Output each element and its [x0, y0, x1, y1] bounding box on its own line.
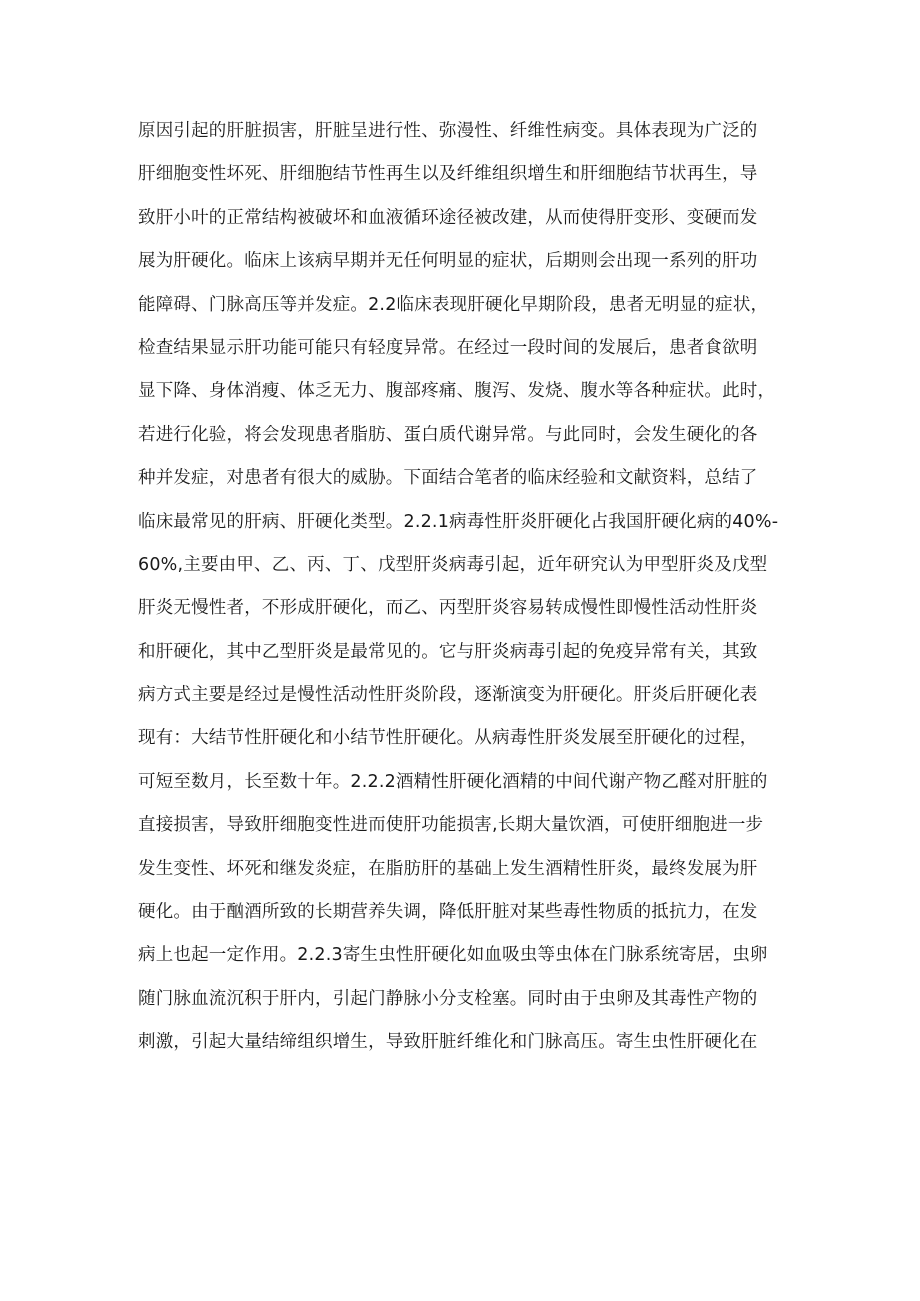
text-line: 硬化。由于酗酒所致的长期营养失调，降低肝脏对某些毒性物质的抵抗力，在发: [138, 902, 758, 923]
text-line: 病方式主要是经过是慢性活动性肝炎阶段，逐渐演变为肝硬化。肝炎后肝硬化表: [138, 685, 758, 706]
text-line: 能障碍、门脉高压等并发症。2.2临床表现肝硬化早期阶段，患者无明显的症状，: [138, 294, 769, 315]
text-line: 可短至数月，长至数十年。2.2.2酒精性肝硬化酒精的中间代谢产物乙醛对肝脏的: [138, 771, 768, 792]
text-line: 刺激，引起大量结缔组织增生，导致肝脏纤维化和门脉高压。寄生虫性肝硬化在: [138, 1032, 758, 1053]
text-line: 显下降、身体消瘦、体乏无力、腹部疼痛、腹泻、发烧、腹水等各种症状。此时，: [138, 381, 776, 402]
text-line: 展为肝硬化。临床上该病早期并无任何明显的症状，后期则会出现一系列的肝功: [138, 251, 758, 272]
text-line: 现有：大结节性肝硬化和小结节性肝硬化。从病毒性肝炎发展至肝硬化的过程，: [138, 728, 758, 749]
text-line: 直接损害，导致肝细胞变性进而使肝功能损害,长期大量饮酒，可使肝细胞进一步: [138, 815, 764, 836]
text-line: 检查结果显示肝功能可能只有轻度异常。在经过一段时间的发展后，患者食欲明: [138, 337, 758, 358]
text-line: 病上也起一定作用。2.2.3寄生虫性肝硬化如血吸虫等虫体在门脉系统寄居，虫卵: [138, 945, 768, 966]
text-line: 和肝硬化，其中乙型肝炎是最常见的。它与肝炎病毒引起的免疫异常有关，其致: [138, 641, 758, 662]
text-line: 肝炎无慢性者，不形成肝硬化，而乙、丙型肝炎容易转成慢性即慢性活动性肝炎: [138, 598, 758, 619]
body-text: [138, 110, 818, 1065]
text-line: 随门脉血流沉积于肝内，引起门静脉小分支栓塞。同时由于虫卵及其毒性产物的: [138, 988, 758, 1009]
text-line: 种并发症，对患者有很大的威胁。下面结合笔者的临床经验和文献资料，总结了: [138, 468, 758, 489]
text-line: 临床最常见的肝病、肝硬化类型。2.2.1病毒性肝炎肝硬化占我国肝硬化病的40%-: [138, 511, 779, 532]
text-line: 60%,主要由甲、乙、丙、丁、戊型肝炎病毒引起，近年研究认为甲型肝炎及戊型: [138, 554, 768, 575]
text-line: 致肝小叶的正常结构被破坏和血液循环途径被改建，从而使得肝变形、变硬而发: [138, 207, 758, 228]
text-line: 若进行化验，将会发现患者脂肪、蛋白质代谢异常。与此同时，会发生硬化的各: [138, 424, 758, 445]
text-line: 发生变性、坏死和继发炎症，在脂肪肝的基础上发生酒精性肝炎，最终发展为肝: [138, 858, 758, 879]
text-line: 肝细胞变性坏死、肝细胞结节性再生以及纤维组织增生和肝细胞结节状再生，导: [138, 164, 758, 185]
text-line: 原因引起的肝脏损害，肝脏呈进行性、弥漫性、纤维性病变。具体表现为广泛的: [138, 121, 758, 141]
